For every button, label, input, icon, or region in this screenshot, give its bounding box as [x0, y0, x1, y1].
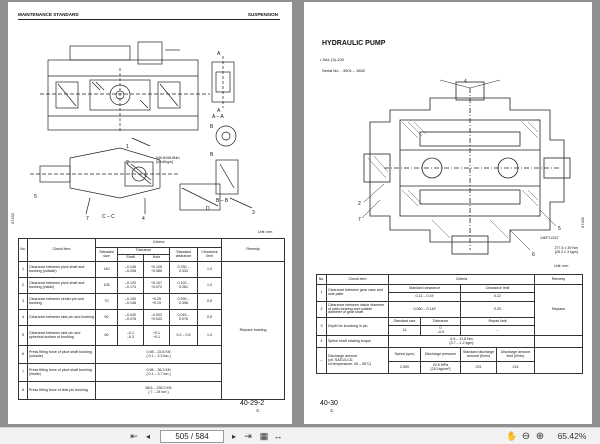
row-item: Press fitting force of pivot shaft bushing (outside)	[28, 346, 96, 364]
discharge-pressure-label: Discharge pressure	[421, 348, 461, 362]
callout: 5	[558, 226, 561, 232]
unit-label: Unit: mm	[554, 264, 569, 268]
row-no: 7	[19, 364, 28, 382]
col-check-item: Check item	[327, 275, 389, 285]
drawing-code: 14EF12247	[540, 236, 559, 240]
row-shaft: –0.1 –0.3	[118, 326, 144, 346]
subheader-clearance-limit: Clearance limit	[198, 248, 222, 262]
row-no: 1	[19, 262, 28, 278]
row-no: 4	[317, 336, 327, 348]
row-no: 5	[19, 326, 28, 346]
zoom-in-button[interactable]: ⊕	[535, 431, 545, 442]
row-standard: 0.12 – 0.19	[389, 293, 461, 302]
row-standard: 0.060 – 0.149	[389, 302, 461, 318]
row-no: 2	[19, 278, 28, 294]
col-no: No.	[19, 239, 28, 262]
viewer-toolbar	[0, 427, 600, 444]
row-force: 68.6 – 235.2 KN { 7 – 24 ton }	[96, 382, 222, 400]
row-item: Clearance between side pin and spherical surface of bushing	[28, 326, 96, 346]
callout: 2	[126, 160, 129, 166]
row-discharge-limit: 214	[497, 362, 535, 374]
row-item: Spline shaft rotating torque	[327, 336, 389, 348]
row-torque: 6.9 – 11.8 Nm {0.7 – 1.2 kgm}	[389, 336, 535, 348]
row-limit: 0.5	[198, 294, 222, 310]
row-item: Discharge amount (oil: SAE10-CD, oil temperature: 45 – 55°C)	[327, 348, 389, 374]
row-item: Clearance between inside diameter of plain bearing and outside diameter of gear shaft	[327, 302, 389, 318]
side-code: 07432	[10, 212, 15, 224]
hydraulic-pump-drawing	[360, 80, 574, 258]
row-no: –	[317, 348, 327, 374]
first-page-button[interactable]: ⇤	[130, 431, 138, 441]
row-limit: 1.0	[198, 262, 222, 278]
section-label: B	[210, 124, 214, 130]
row-force: 0.98 – 22.6 KN { 0.1 – 2.3 ton }	[96, 346, 222, 364]
document-page-left	[8, 2, 292, 424]
fit-width-icon[interactable]: ↔	[273, 431, 283, 441]
section-label: A	[217, 108, 221, 114]
torque-note: 277.5 ± 39 Nm {28.3 ± 3 kgm}	[554, 246, 578, 255]
row-no: 3	[317, 318, 327, 336]
page-sub: ①	[330, 408, 334, 413]
table-row	[317, 348, 583, 362]
section-label: B – B	[216, 198, 229, 204]
row-shaft: –0.100 –0.146	[118, 294, 144, 310]
next-page-button[interactable]: ▸	[231, 432, 236, 441]
criteria-table-right	[316, 274, 583, 374]
row-size: 60	[96, 326, 118, 346]
row-hole: +0.107 +0.072	[144, 278, 170, 294]
section-label: A – A	[212, 114, 224, 120]
suspension-drawing	[30, 38, 270, 226]
unit-label: Unit: mm	[258, 230, 273, 234]
row-hole: +0.25 +0.19	[144, 294, 170, 310]
col-check-item: Check item	[28, 239, 96, 262]
page-header-left: MAINTENANCE STANDARD	[18, 12, 79, 17]
page-header-right: SUSPENSION	[247, 12, 278, 17]
standard-discharge-label: Standard discharge amount (ℓ/min)	[461, 348, 497, 362]
page-title: HYDRAULIC PUMP	[322, 40, 386, 47]
row-item: Depth for knocking in pin	[327, 318, 389, 336]
row-item: Clearance between side pin and bushing	[28, 310, 96, 326]
callout: 3	[252, 210, 255, 216]
zoom-level[interactable]: 65.42%	[557, 431, 587, 441]
row-remedy-empty	[535, 336, 583, 348]
row-shaft: –0.120 –0.174	[118, 278, 144, 294]
row-size: 105	[96, 278, 118, 294]
last-page-button[interactable]: ⇥	[244, 431, 252, 441]
serial-line: Serial No. : 3001 – 3832	[322, 68, 366, 73]
row-standard-discharge: 231	[461, 362, 497, 374]
col-no: No.	[317, 275, 327, 285]
row-speed: 2,500	[389, 362, 421, 374]
row-item: Press fitting force of pivot shaft bushing (inside)	[28, 364, 96, 382]
clearance-limit-label: Clearance limit	[461, 285, 535, 293]
row-standard: 0.192 – 0.281	[170, 278, 198, 294]
row-hole: –0.002 +0.033	[144, 310, 170, 326]
zoom-out-button[interactable]: ⊖	[521, 431, 531, 442]
table-row	[317, 336, 583, 348]
page-number-input[interactable]: 505 / 584	[160, 430, 224, 443]
row-tolerance: 0 –0.5	[421, 326, 461, 336]
row-item: Press fitting force of side pin bushing	[28, 382, 96, 400]
document-page-right	[304, 2, 592, 424]
thumbnails-icon[interactable]: ▦	[259, 431, 269, 441]
page-sub: ①	[256, 408, 260, 413]
row-size: 140	[96, 262, 118, 278]
table-row	[317, 285, 583, 293]
page-number: 40-30	[320, 400, 338, 407]
callout: 2	[358, 201, 361, 207]
row-hole: +0.1 +0.1	[144, 326, 170, 346]
page-number: 40-29-2	[240, 400, 265, 407]
col-remedy: Remedy	[222, 239, 285, 262]
subheader-shaft: Shaft	[118, 255, 144, 262]
criteria-table-left	[18, 238, 285, 400]
row-item: Clearance between pivot shaft and bushing (outside)	[28, 262, 96, 278]
col-criteria: Criteria	[96, 239, 222, 248]
row-limit: 0.22	[461, 293, 535, 302]
section-label: C – C	[102, 214, 115, 220]
callout: 7	[86, 216, 89, 222]
row-no: 6	[19, 346, 28, 364]
subheader-standard-clearance: Standard clearance	[170, 248, 198, 262]
row-shaft: –0.040 –0.076	[118, 310, 144, 326]
torque-note: 549.8±58.8Nm {56±6kgm}	[156, 156, 180, 165]
row-no: 2	[317, 302, 327, 318]
row-no: 3	[19, 294, 28, 310]
section-label: B	[210, 152, 214, 158]
row-item: Clearance between gear case and side plate	[327, 285, 389, 302]
pan-hand-icon[interactable]: ✋	[506, 431, 518, 441]
remedy-replace: Replace	[535, 285, 583, 336]
row-hole: +0.125 +0.085	[144, 262, 170, 278]
row-limit: 0.20	[461, 302, 535, 318]
row-size: 70	[96, 294, 118, 310]
speed-label: Speed (rpm)	[389, 348, 421, 362]
subheader-standard-size: Standard size	[96, 248, 118, 262]
row-item: Clearance between pivot shaft and bushing (inside)	[28, 278, 96, 294]
row-force: 0.98 – 36.3 KN { 0.1 – 3.7 ton }	[96, 364, 222, 382]
row-standard: 0.290 – 0.396	[170, 294, 198, 310]
row-item: Clearance between center pin and bushing	[28, 294, 96, 310]
repair-limit-label: Repair limit	[461, 318, 535, 326]
previous-page-button[interactable]: ◂	[145, 432, 150, 441]
row-pressure: 20.6 MPa {210 kg/cm²}	[421, 362, 461, 374]
row-standard: 0.230 – 0.333	[170, 262, 198, 278]
row-standard: 0.2 – 0.6	[170, 326, 198, 346]
standard-size-label: Standard size	[389, 318, 421, 326]
row-size: 60	[96, 310, 118, 326]
callout: 4	[142, 216, 145, 222]
row-shaft: –0.145 –0.208	[118, 262, 144, 278]
tolerance-label: Tolerance	[421, 318, 461, 326]
col-remedy: Remedy	[535, 275, 583, 285]
callout: 1	[126, 144, 129, 150]
callout: 4	[464, 79, 467, 85]
subheader-tolerance: Tolerance	[118, 248, 170, 255]
row-no: 8	[19, 382, 28, 400]
row-standard: 0.015 – 0.076	[170, 310, 198, 326]
callout: 6	[532, 252, 535, 258]
side-code: 07432	[580, 216, 585, 228]
row-limit: 1.0	[198, 278, 222, 294]
row-remedy-empty	[535, 348, 583, 374]
table-row	[19, 262, 285, 278]
row-limit: 1.0	[198, 326, 222, 346]
remedy-replace-bushing: Replace bushing	[222, 262, 285, 400]
row-limit: 0.5	[198, 310, 222, 326]
header-rule	[18, 19, 280, 20]
row-no: 1	[317, 285, 327, 302]
discharge-limit-label: Discharge amount limit (ℓ/min)	[497, 348, 535, 362]
standard-clearance-label: Standard clearance	[389, 285, 461, 293]
section-label: A	[217, 51, 221, 57]
row-size: 14	[389, 326, 421, 336]
row-repair-limit: –	[461, 326, 535, 336]
subheader-hole: Hole	[144, 255, 170, 262]
col-criteria: Criteria	[389, 275, 535, 285]
model-line: • SAL (3)-100	[320, 57, 344, 62]
row-no: 4	[19, 310, 28, 326]
callout: 7	[358, 217, 361, 223]
callout: D	[206, 206, 210, 212]
callout: 5	[34, 194, 37, 200]
